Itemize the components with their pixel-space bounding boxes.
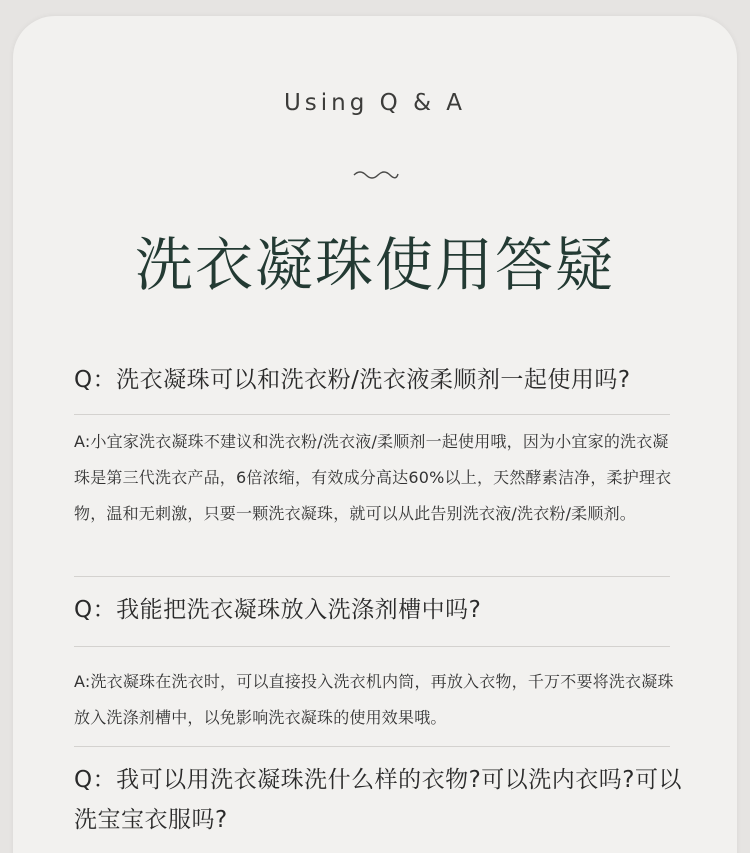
answer-1: A:小宜家洗衣凝珠不建议和洗衣粉/洗衣液/柔顺剂一起使用哦，因为小宜家的洗衣凝珠是第三代洗衣产品，6倍浓缩，有效成分高达60%以上，天然酵素洁净，柔护理衣物，温和无刺激，只要一颗洗衣凝珠，就可以从此告别洗衣液/洗衣粉/柔顺剂。	[74, 432, 672, 523]
page-title: 洗衣凝珠使用答疑	[134, 231, 615, 299]
answer-2: A:洗衣凝珠在洗衣时，可以直接投入洗衣机内筒，再放入衣物，千万不要将洗衣凝珠放入洗涤剂槽中，以免影响洗衣凝珠的使用效果哦。	[74, 672, 674, 727]
question-1: Q：洗衣凝珠可以和洗衣粉/洗衣液柔顺剂一起使用吗?	[74, 367, 631, 393]
section-subtitle: Using Q & A	[283, 90, 467, 116]
wave-divider-icon	[352, 166, 400, 182]
divider	[74, 414, 670, 415]
divider	[74, 576, 670, 577]
question-3: Q：我可以用洗衣凝珠洗什么样的衣物?可以洗内衣吗?可以洗宝宝衣服吗?	[74, 767, 683, 833]
question-2: Q：我能把洗衣凝珠放入洗涤剂槽中吗?	[74, 597, 482, 623]
divider	[74, 746, 670, 747]
divider	[74, 646, 670, 647]
